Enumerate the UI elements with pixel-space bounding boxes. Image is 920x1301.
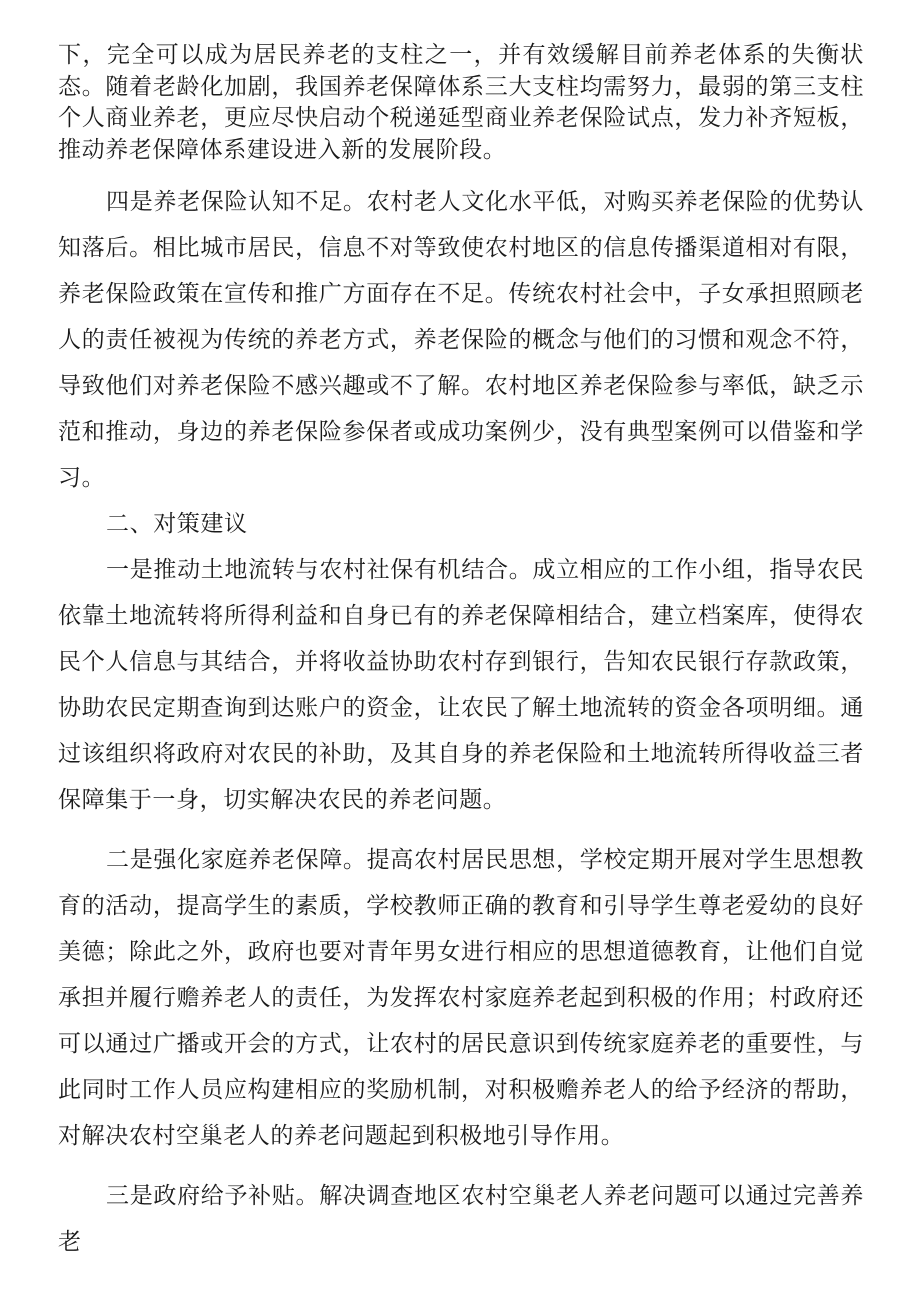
section-heading-countermeasures: 二、对策建议 <box>106 511 248 537</box>
paragraph-continuation: 下，完全可以成为居民养老的支柱之一，并有效缓解目前养老体系的失衡状态。随着老龄化加剧，我国养老保障体系三大支柱均需努力，最弱的第三支柱个人商业养老，更应尽快启动个税递延型商业养老保险试点，发力补齐短板，推动养老保障体系建设进入新的发展阶段。 <box>58 42 864 163</box>
paragraph-subsidy: 三是政府给予补贴。解决调查地区农村空巢老人养老问题可以通过完善养老 <box>58 1183 864 1255</box>
paragraph-family-care: 二是强化家庭养老保障。提高农村居民思想，学校定期开展对学生思想教育的活动，提高学生的素质，学校教师正确的教育和引导学生尊老爱幼的良好美德；除此之外，政府也要对青年男女进行相应的思想道德教育，让他们自觉承担并履行赡养老人的责任，为发挥农村家庭养老起到积极的作用；村政府还可以通过广播或开会的方式，让农村的居民意识到传统家庭养老的重要性，与此同时工作人员应构建相应的奖励机制，对积极赡养老人的给予经济的帮助，对解决农村空巢老人的养老问题起到积极地引导作用。 <box>58 847 864 1149</box>
paragraph-awareness: 四是养老保险认知不足。农村老人文化水平低，对购买养老保险的优势认知落后。相比城市居民，信息不对等致使农村地区的信息传播渠道相对有限，养老保险政策在宣传和推广方面存在不足。传统农村社会中，子女承担照顾老人的责任被视为传统的养老方式，养老保险的概念与他们的习惯和观念不符，导致他们对养老保险不感兴趣或不了解。农村地区养老保险参与率低，缺乏示范和推动，身边的养老保险参保者或成功案例少，没有典型案例可以借鉴和学习。 <box>58 189 864 491</box>
document-body <box>58 40 864 1265</box>
paragraph-land-transfer: 一是推动土地流转与农村社保有机结合。成立相应的工作小组，指导农民依靠土地流转将所得利益和自身已有的养老保障相结合，建立档案库，使得农民个人信息与其结合，并将收益协助农村存到银行，告知农民银行存款政策，协助农民定期查询到达账户的资金，让农民了解土地流转的资金各项明细。通过该组织将政府对农民的补助，及其自身的养老保险和土地流转所得收益三者保障集于一身，切实解决农民的养老问题。 <box>58 557 864 813</box>
